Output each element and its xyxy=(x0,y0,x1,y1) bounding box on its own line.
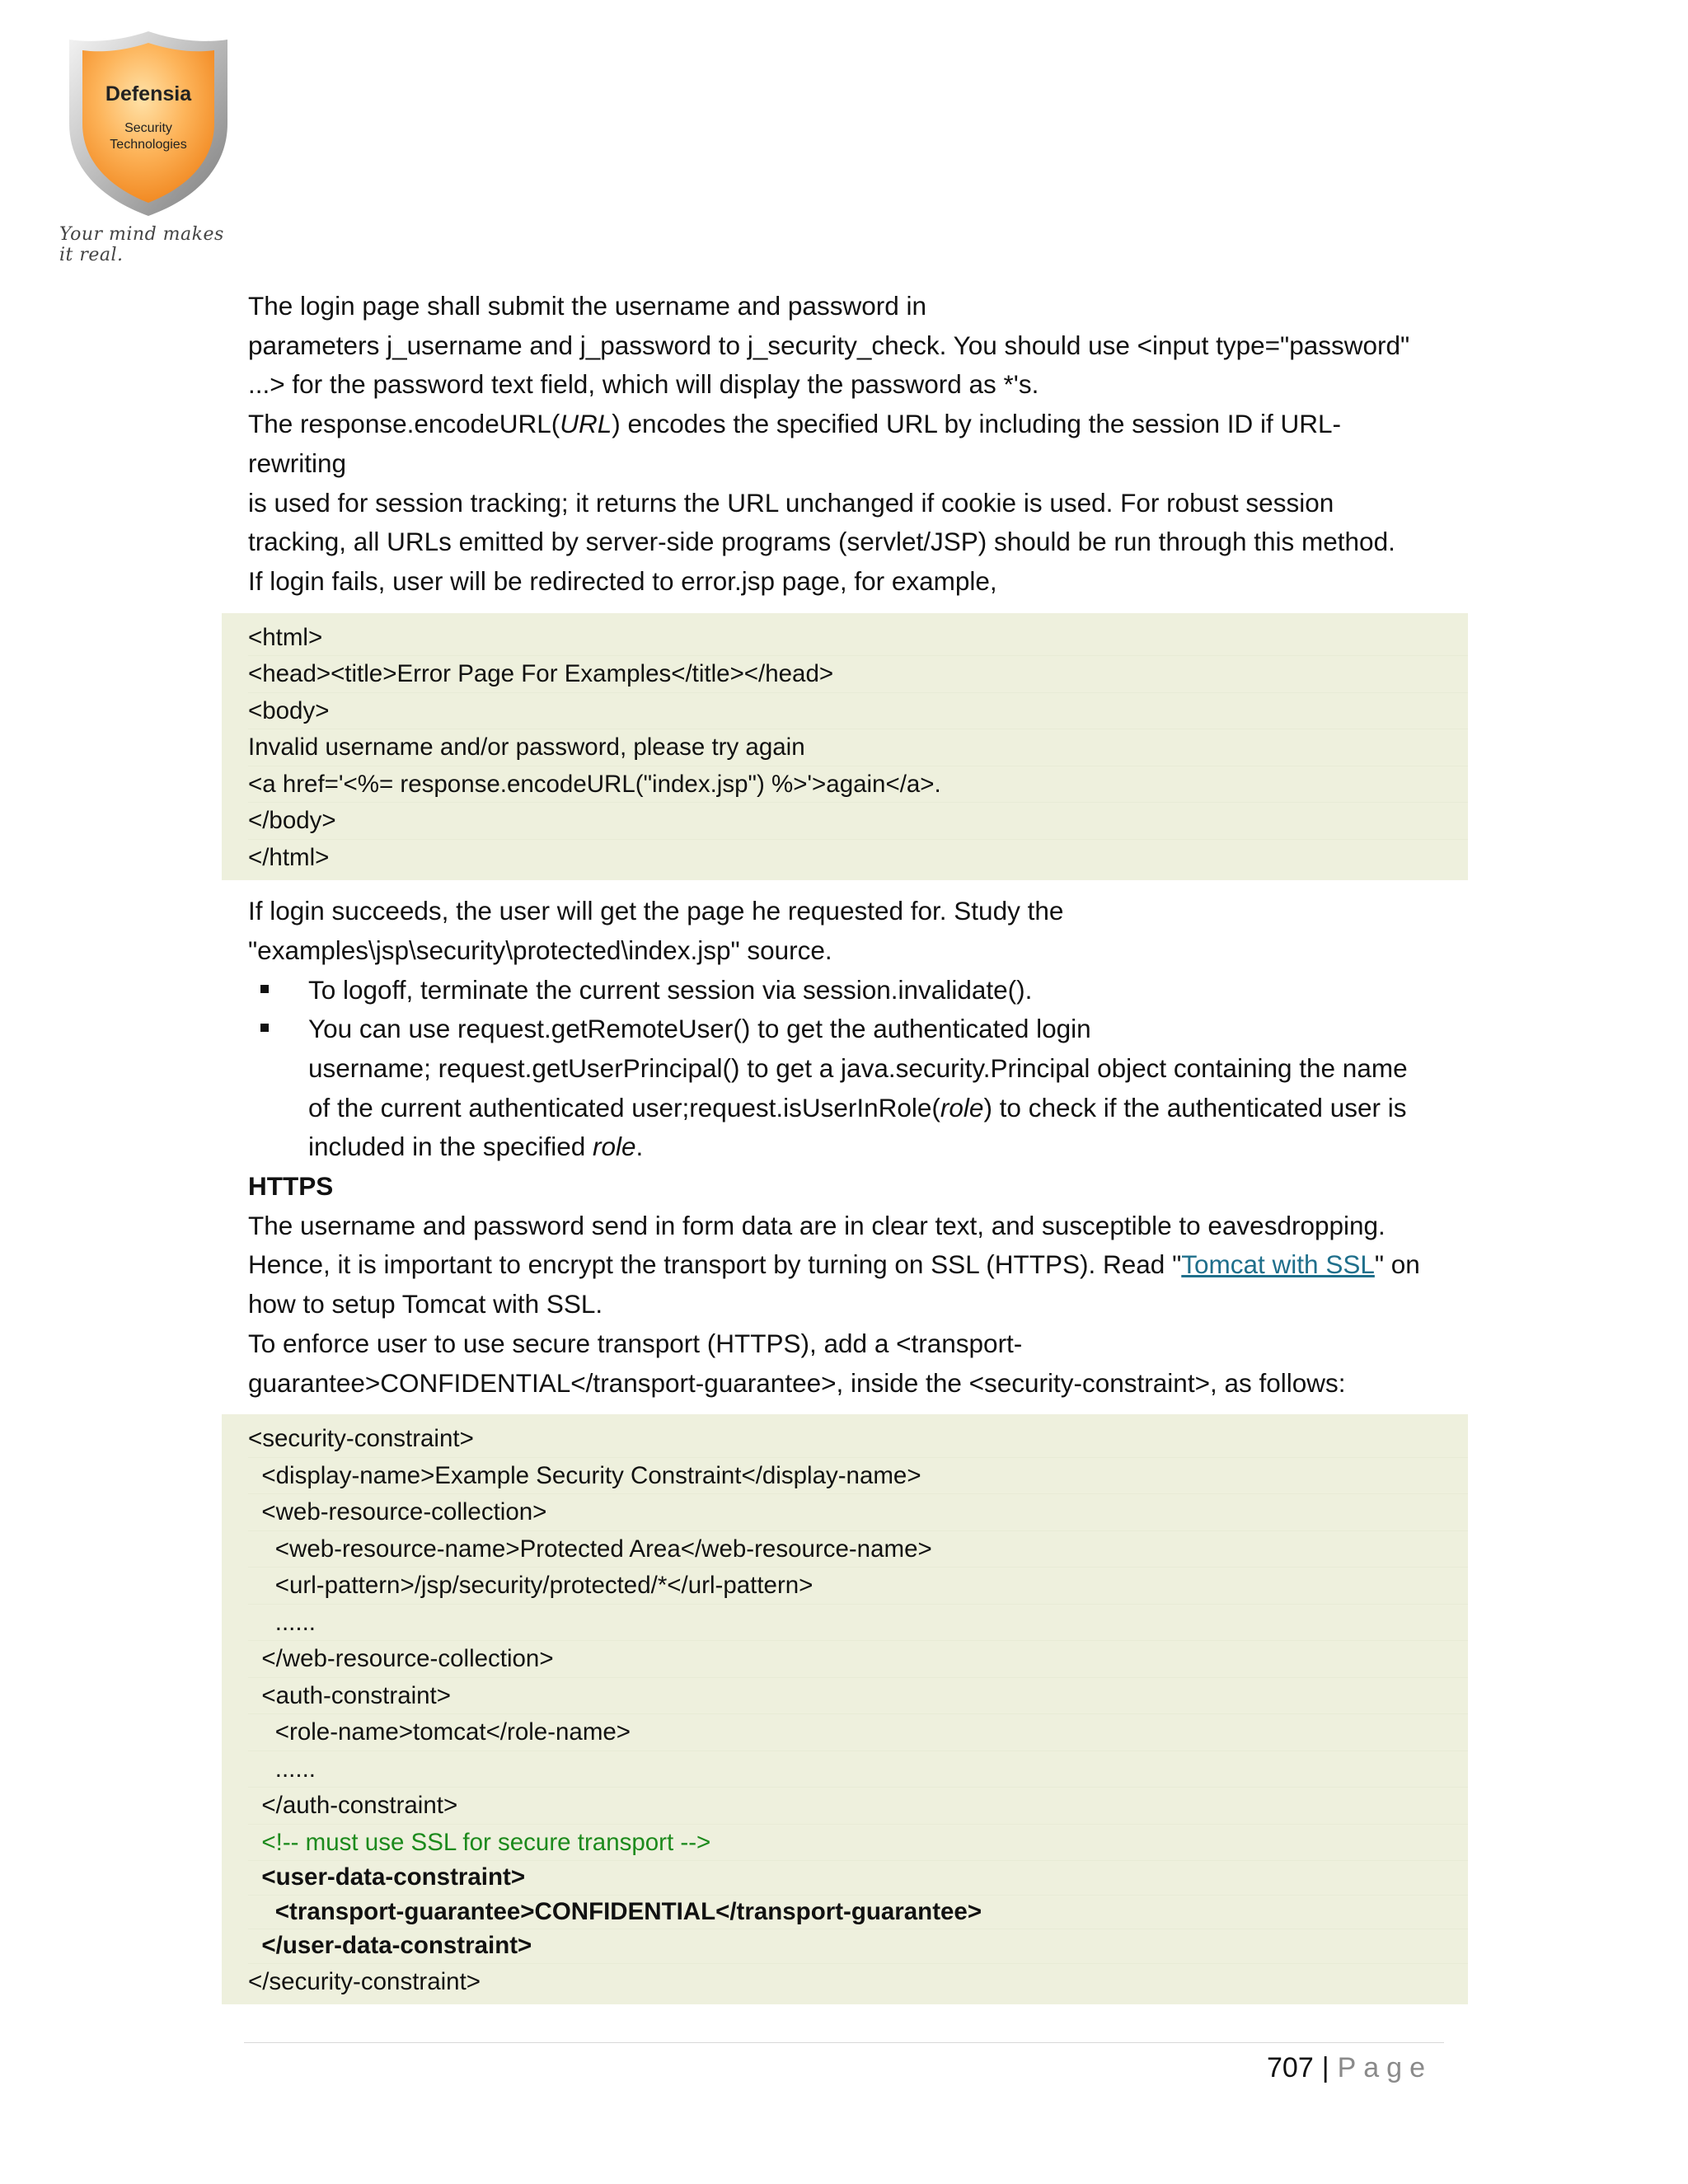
list-item-text: . xyxy=(635,1132,644,1162)
shield-icon xyxy=(58,25,239,223)
paragraph: guarantee>CONFIDENTIAL</transport-guarantee>, inside the <security-constraint>, as follows: xyxy=(248,1367,1346,1398)
paragraph: how to setup Tomcat with SSL. xyxy=(248,1289,603,1319)
tomcat-ssl-link[interactable]: Tomcat with SSL xyxy=(1181,1249,1375,1280)
footer-separator: | xyxy=(1321,2052,1329,2083)
logo-name: Defensia xyxy=(105,82,192,105)
code-line-highlight: <transport-guarantee>CONFIDENTIAL</transport-guarantee> xyxy=(248,1896,1468,1930)
list-item xyxy=(248,1010,1435,1167)
code-line: </html> xyxy=(248,843,330,871)
italic-text: URL xyxy=(560,409,612,439)
section-heading: HTTPS xyxy=(248,1171,334,1202)
paragraph: "examples\jsp\security\protected\index.jsp" source. xyxy=(248,935,832,965)
paragraph: tracking, all URLs emitted by server-side programs (servlet/JSP) should be run through this method. xyxy=(248,527,1395,557)
text-run: " on xyxy=(1374,1249,1420,1280)
paragraph: The login page shall submit the username and password in xyxy=(248,291,926,321)
italic-text: role xyxy=(940,1092,984,1122)
code-line: <a href='<%= response.encodeURL("index.jsp") %>'>again</a>. xyxy=(248,766,1468,804)
code-line: <security-constraint> xyxy=(248,1421,1468,1458)
bullet-list xyxy=(248,971,1435,1168)
page-footer xyxy=(1267,2047,1432,2088)
code-line: </web-resource-collection> xyxy=(248,1641,1468,1678)
page-label: Page xyxy=(1337,2052,1432,2083)
code-line: <web-resource-collection> xyxy=(248,1494,1468,1531)
list-item-text: included in the specified xyxy=(308,1132,593,1162)
code-line: <url-pattern>/jsp/security/protected/*</url-pattern> xyxy=(248,1568,1468,1605)
list-item-text: of the current authenticated user;request.isUserInRole( xyxy=(308,1092,940,1122)
code-line: </body> xyxy=(248,803,1468,840)
square-bullet-icon xyxy=(260,985,269,993)
code-line: <web-resource-name>Protected Area</web-resource-name> xyxy=(248,1531,1468,1568)
code-line: <auth-constraint> xyxy=(248,1678,1468,1715)
logo-subtitle-2: Technologies xyxy=(110,138,187,152)
code-line: Invalid username and/or password, please try again xyxy=(248,729,1468,766)
text-run: ) encodes the specified URL by including the session ID if URL-rewriting xyxy=(248,409,1342,478)
paragraph: The username and password send in form data are in clear text, and susceptible to eavesdropping. xyxy=(248,1210,1386,1240)
paragraph: To enforce user to use secure transport (HTTPS), add a <transport- xyxy=(248,1328,1023,1358)
list-item-text: ) to check if the authenticated user is xyxy=(983,1092,1407,1122)
code-line-highlight: <user-data-constraint> xyxy=(248,1861,1468,1896)
code-line-highlight: </user-data-constraint> xyxy=(248,1929,1468,1964)
code-line: <body> xyxy=(248,693,1468,730)
page-number: 707 xyxy=(1267,2052,1314,2083)
logo-subtitle-1: Security xyxy=(124,121,172,135)
code-block-error-page xyxy=(222,613,1468,881)
list-item-text: To logoff, terminate the current session via session.invalidate(). xyxy=(308,974,1033,1005)
page-content xyxy=(248,287,1435,2016)
code-block-security-constraint xyxy=(222,1414,1468,2004)
list-item-text: username; request.getUserPrincipal() to get a java.security.Principal object containing the name xyxy=(308,1052,1408,1083)
code-line: </auth-constraint> xyxy=(248,1788,1468,1825)
logo-tagline: Your mind makes it real. xyxy=(59,224,224,265)
footer-divider xyxy=(244,2042,1444,2043)
italic-text: role xyxy=(592,1132,636,1162)
paragraph: is used for session tracking; it returns the URL unchanged if cookie is used. For robust session xyxy=(248,487,1334,518)
list-item-text: You can use request.getRemoteUser() to get the authenticated login xyxy=(308,1014,1091,1044)
code-line: <head><title>Error Page For Examples</title></head> xyxy=(248,656,1468,693)
code-line: <display-name>Example Security Constraint</display-name> xyxy=(248,1458,1468,1495)
paragraph xyxy=(248,1245,1435,1285)
paragraph: If login succeeds, the user will get the page he requested for. Study the xyxy=(248,896,1064,926)
paragraph: ...> for the password text field, which will display the password as *'s. xyxy=(248,369,1039,400)
code-line: ...... xyxy=(248,1751,1468,1788)
code-line: ...... xyxy=(248,1605,1468,1642)
code-line: <role-name>tomcat</role-name> xyxy=(248,1714,1468,1751)
paragraph: If login fails, user will be redirected to error.jsp page, for example, xyxy=(248,565,997,596)
text-run: Hence, it is important to encrypt the transport by turning on SSL (HTTPS). Read " xyxy=(248,1249,1182,1280)
code-line: </security-constraint> xyxy=(248,1967,481,1995)
square-bullet-icon xyxy=(260,1024,269,1032)
paragraph: parameters j_username and j_password to j_security_check. You should use <input type="password" xyxy=(248,330,1410,360)
paragraph xyxy=(248,405,1435,483)
text-run: The response.encodeURL( xyxy=(248,409,560,439)
list-item xyxy=(248,971,1435,1010)
code-comment: <!-- must use SSL for secure transport --> xyxy=(248,1825,1468,1862)
code-line: <html> xyxy=(248,620,1468,657)
